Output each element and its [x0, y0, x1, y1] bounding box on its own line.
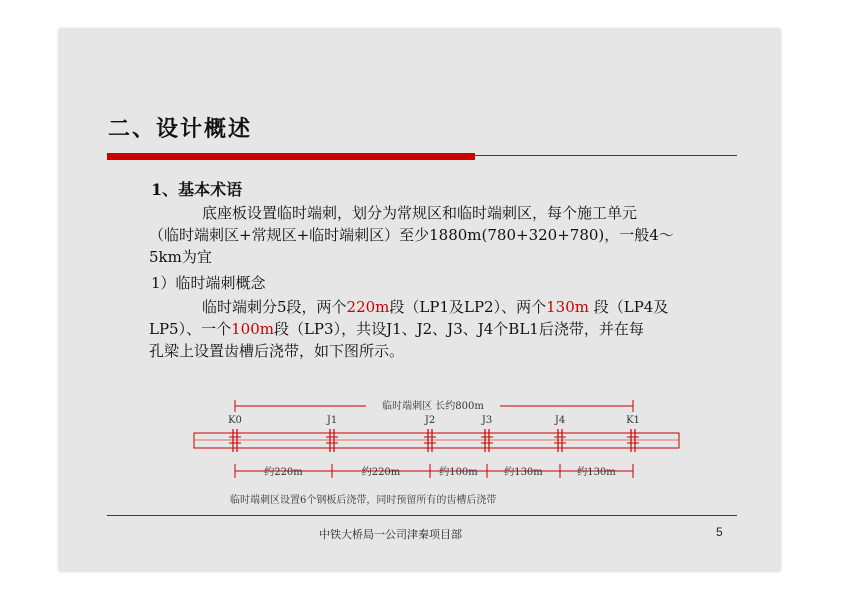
segment-length-label: 约220m [361, 467, 401, 478]
subheading: 1）临时端刺概念 [151, 274, 266, 292]
title-underline-rule [475, 155, 737, 156]
segment-length-label: 约100m [439, 467, 478, 478]
text-run: 段（LP1及LP2）、两个 [389, 298, 547, 316]
joint-label: J1 [326, 415, 338, 426]
paragraph-line: 孔梁上设置齿槽后浇带，如下图所示。 [149, 342, 405, 360]
paragraph-line [149, 318, 644, 340]
title-underline-bar [107, 153, 475, 160]
paragraph-line: 底座板设置临时端刺，划分为常规区和临时端刺区，每个施工单元 [202, 204, 638, 222]
segment-length-label: 约130m [504, 467, 543, 478]
paragraph-line [202, 296, 668, 318]
segment-diagram [188, 382, 688, 512]
diagram-note: 临时端刺区设置6个钢板后浇带，同时预留所有的齿槽后浇带 [230, 495, 497, 506]
page-number: 5 [716, 525, 723, 539]
joint-label: K1 [626, 415, 640, 426]
text-run: 临时端刺分5段，两个 [202, 298, 347, 316]
paragraph-line: （临时端刺区+常规区+临时端刺区）至少1880m(780+320+780)，一般4～ [149, 226, 674, 244]
overall-label: 临时端刺区 长约800m [382, 401, 484, 412]
joint-label: K0 [228, 415, 242, 426]
joint-label: J3 [481, 415, 493, 426]
slide-title: 二、设计概述 [108, 116, 253, 142]
paragraph-line: 5km为宜 [149, 248, 212, 266]
slide [59, 29, 780, 571]
highlight-length: 130m [546, 298, 589, 316]
highlight-length: 220m [346, 298, 390, 316]
segment-length-label: 约220m [264, 467, 303, 478]
joint-label: J2 [424, 415, 436, 426]
slab-outline [194, 433, 679, 448]
joint-label: J4 [554, 415, 566, 426]
footer-rule [107, 515, 737, 516]
footer-text: 中铁大桥局一公司津秦项目部 [319, 528, 462, 541]
text-run: 段（LP4及 [588, 298, 669, 316]
section-heading: 1、基本术语 [151, 180, 243, 199]
text-run: LP5）、一个 [149, 320, 232, 338]
text-run: 段（LP3），共设J1、J2、J3、J4个BL1后浇带，并在每 [273, 320, 644, 338]
highlight-length: 100m [231, 320, 274, 338]
segment-length-label: 约130m [577, 467, 616, 478]
